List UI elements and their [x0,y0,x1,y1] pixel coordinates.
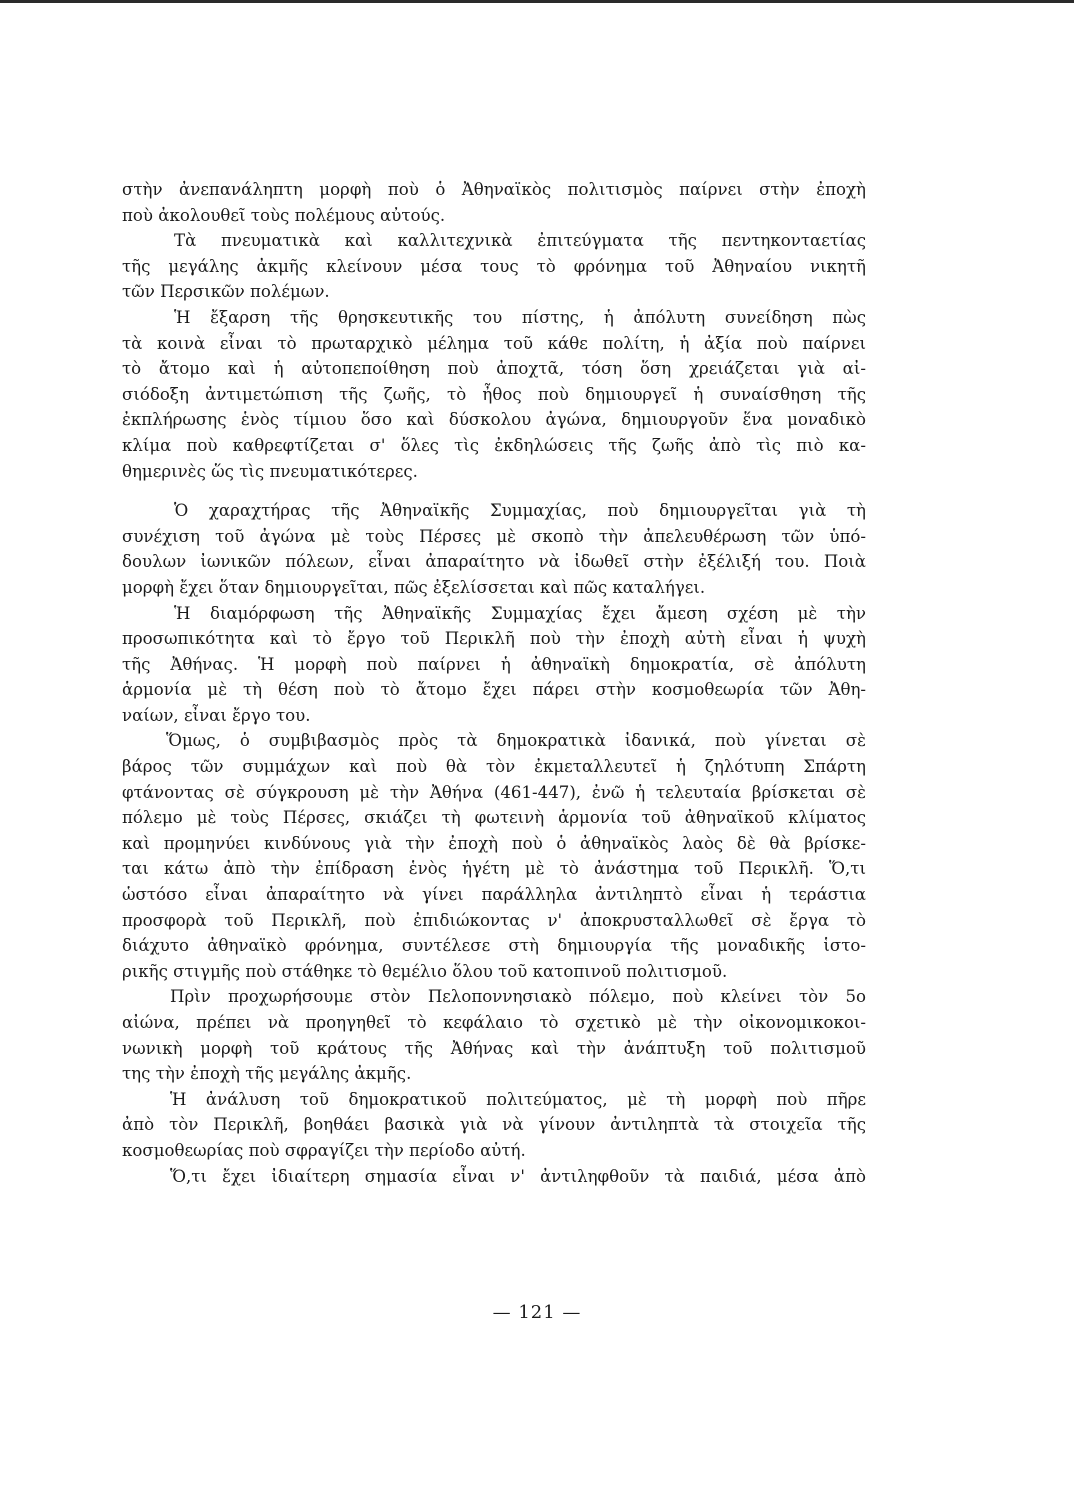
text-line: φτάνοντας σὲ σύγκρουση μὲ τὴν Ἀθήνα (461-447), ἐνῶ ἡ τελευταία βρίσκεται σὲ [122,782,866,802]
text-line: συνέχιση τοῦ ἀγώνα μὲ τοὺς Πέρσες μὲ σκοπὸ τὴν ἀπελευθέρωση τῶν ὑπό- [122,526,866,546]
text-line: προσφορὰ τοῦ Περικλῆ, ποὺ ἐπιδιώκοντας ν' ἀποκρυσταλλωθεῖ σὲ ἔργα τὸ [122,910,866,930]
text-line: προσωπικότητα καὶ τὸ ἔργο τοῦ Περικλῆ ποὺ τὴν ἐποχὴ αὐτὴ εἶναι ἡ ψυχὴ [122,629,866,649]
text-line: ποὺ ἀκολουθεῖ τοὺς πολέμους αὐτούς. [122,205,446,225]
text-line: βάρος τῶν συμμάχων καὶ ποὺ θὰ τὸν ἐκμεταλλευτεῖ ἡ ζηλότυπη Σπάρτη [122,757,866,777]
text-line: τὰ κοινὰ εἶναι τὸ πρωταρχικὸ μέλημα τοῦ κάθε πολίτη, ἡ ἀξία ποὺ παίρνει [122,333,866,353]
text-line: στὴν ἀνεπανάληπτη μορφὴ ποὺ ὁ Ἀθηναϊκὸς πολιτισμὸς παίρνει στὴν ἐποχὴ [122,180,866,199]
text-line: της τὴν ἐποχὴ τῆς μεγάλης ἀκμῆς. [122,1064,412,1084]
text-line: αἰώνα, πρέπει νὰ προηγηθεῖ τὸ κεφάλαιο τὸ σχετικὸ μὲ τὴν οἰκονομικοκοι- [122,1013,866,1032]
text-line: ἀπὸ τὸν Περικλῆ, βοηθάει βασικὰ γιὰ νὰ γίνουν ἀντιληπτὰ τὰ στοιχεῖα τῆς [122,1115,866,1135]
text-line: καὶ προμηνύει κινδύνους γιὰ τὴν ἐποχὴ ποὺ ὁ ἀθηναϊκὸς λαὸς δὲ θὰ βρίσκε- [122,833,866,853]
text-line: ἁρμονία μὲ τὴ θέση ποὺ τὸ ἄτομο ἔχει πάρει στὴν κοσμοθεωρία τῶν Ἀθη- [122,680,866,700]
text-line: σιόδοξη ἀντιμετώπιση τῆς ζωῆς, τὸ ἦθος ποὺ δημιουργεῖ ἡ συναίσθηση τῆς [122,384,866,404]
page-number: — 121 — [492,1302,582,1323]
text-line: Ὅμως, ὁ συμβιβασμὸς πρὸς τὰ δημοκρατικὰ ἰδανικά, ποὺ γίνεται σὲ [166,731,866,751]
text-line: πόλεμο μὲ τοὺς Πέρσες, σκιάζει τὴ φωτεινὴ ἁρμονία τοῦ ἀθηναϊκοῦ κλίματος [122,808,866,828]
text-line: τῶν Περσικῶν πολέμων. [122,282,330,302]
text-line: ρικῆς στιγμῆς ποὺ στάθηκε τὸ θεμέλιο ὅλου τοῦ κατοπινοῦ πολιτισμοῦ. [122,961,728,981]
page-text-body [122,177,866,1189]
paragraph-gap [122,484,866,498]
text-line: Ὅ,τι ἔχει ἰδιαίτερη σημασία εἶναι ν' ἀντιληφθοῦν τὰ παιδιά, μέσα ἀπὸ [170,1166,866,1186]
text-line: τὸ ἄτομο καὶ ἡ αὐτοπεποίθηση ποὺ ἀποχτᾶ, τόση ὅση χρειάζεται γιὰ αἰ- [122,359,866,379]
text-line: θημερινὲς ὥς τὶς πνευματικότερες. [122,461,418,481]
text-line: ται κάτω ἀπὸ τὴν ἐπίδραση ἑνὸς ἡγέτη μὲ τὸ ἀνάστημα τοῦ Περικλῆ. Ὅ,τι [122,859,866,879]
text-line: κοσμοθεωρίας ποὺ σφραγίζει τὴν περίοδο αὐτή. [122,1140,526,1160]
text-line: Τὰ πνευματικὰ καὶ καλλιτεχνικὰ ἐπιτεύγματα τῆς πεντηκονταετίας [174,231,866,251]
text-line: Ἡ ἔξαρση τῆς θρησκευτικῆς του πίστης, ἡ ἀπόλυτη συνείδηση πὼς [174,307,866,327]
text-line: δουλων ἰωνικῶν πόλεων, εἶναι ἀπαραίτητο νὰ ἰδωθεῖ στὴν ἐξέλιξή του. Ποιὰ [122,552,866,572]
text-line: ναίων, εἶναι ἔργο του. [122,705,311,725]
text-line: Ὁ χαραχτήρας τῆς Ἀθηναϊκῆς Συμμαχίας, ποὺ δημιουργεῖται γιὰ τὴ [174,501,866,521]
text-line: Ἡ ἀνάλυση τοῦ δημοκρατικοῦ πολιτεύματος, μὲ τὴ μορφὴ ποὺ πῆρε [170,1089,866,1109]
text-line: ἐκπλήρωσης ἑνὸς τίμιου ὅσο καὶ δύσκολου ἀγώνα, δημιουργοῦν ἕνα μοναδικὸ [122,410,866,430]
text-line: τῆς μεγάλης ἀκμῆς κλείνουν μέσα τους τὸ φρόνημα τοῦ Ἀθηναίου νικητῆ [122,256,866,276]
text-line: διάχυτο ἀθηναϊκὸ φρόνημα, συντέλεσε στὴ δημιουργία τῆς μοναδικῆς ἱστο- [122,936,866,956]
text-line: ὡστόσο εἶναι ἀπαραίτητο νὰ γίνει παράλληλα ἀντιληπτὸ εἶναι ἡ τεράστια [122,885,866,905]
scan-top-edge [0,0,1074,3]
text-line: τῆς Ἀθήνας. Ἡ μορφὴ ποὺ παίρνει ἡ ἀθηναϊκὴ δημοκρατία, σὲ ἀπόλυτη [122,654,866,674]
text-line: μορφὴ ἔχει ὅταν δημιουργεῖται, πῶς ἐξελίσσεται καὶ πῶς καταλήγει. [122,577,706,597]
text-line: κλίμα ποὺ καθρεφτίζεται σ' ὅλες τὶς ἐκδηλώσεις τῆς ζωῆς ἀπὸ τὶς πιὸ κα- [122,435,866,455]
text-line: Ἡ διαμόρφωση τῆς Ἀθηναϊκῆς Συμμαχίας ἔχει ἄμεση σχέση μὲ τὴν [174,603,866,623]
text-line: νωνικὴ μορφὴ τοῦ κράτους τῆς Ἀθήνας καὶ τὴν ἀνάπτυξη τοῦ πολιτισμοῦ [122,1038,866,1058]
text-line: Πρὶν προχωρήσουμε στὸν Πελοποννησιακὸ πόλεμο, ποὺ κλείνει τὸν 5ο [170,987,866,1007]
